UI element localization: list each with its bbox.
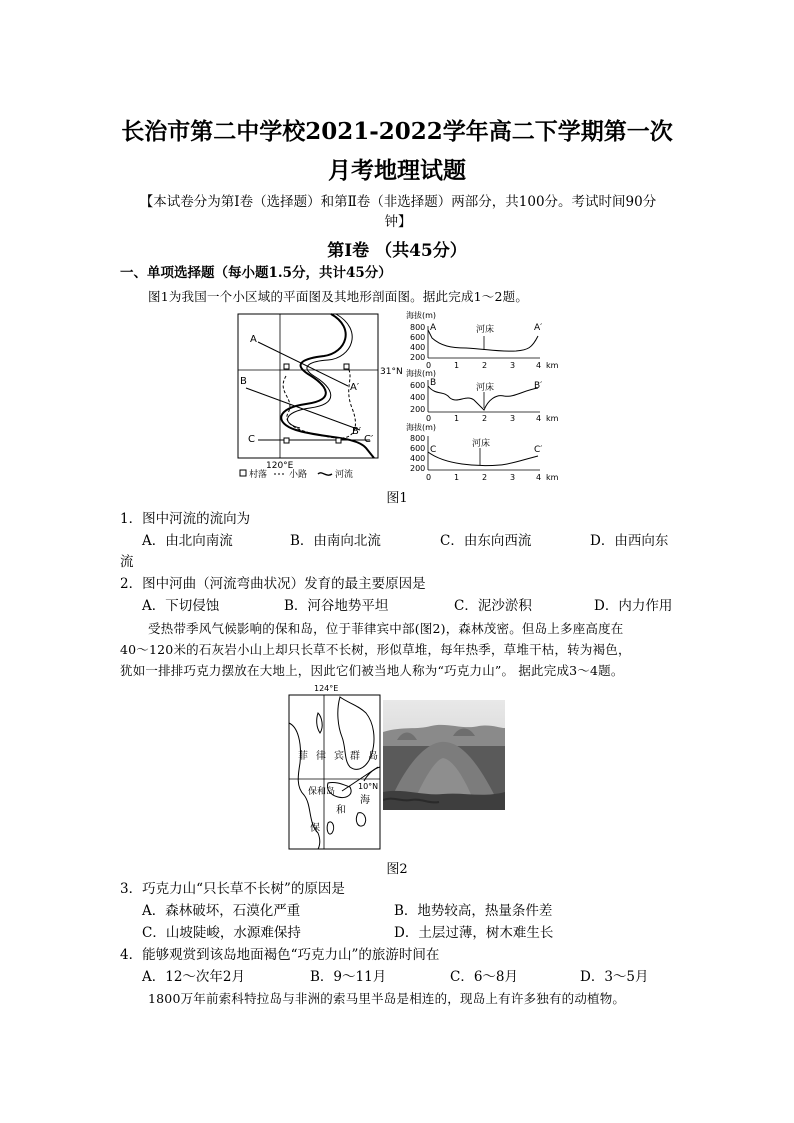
profile-a-xtick: 3 — [510, 361, 516, 370]
point-a-label: A — [250, 334, 257, 345]
q3-stem: 3．巧克力山“只长草不长树”的原因是 — [120, 881, 345, 897]
passage3-line1: 1800万年前索科特拉岛与非洲的索马里半岛是相连的，现岛上有许多独有的动植物。 — [148, 991, 626, 1006]
profile-a-right: A′ — [534, 323, 543, 333]
river-bank — [288, 314, 353, 428]
exam-note-line1: 【本试卷分为第Ⅰ卷（选择题）和第Ⅱ卷（非选择题）两部分，共100分。考试时间90分 — [139, 194, 657, 210]
fig2-island-label: 保和岛 — [308, 787, 336, 797]
fig2-bao-label: 保 — [310, 823, 320, 834]
profile-b-xtick: 2 — [482, 414, 488, 423]
fig2-label-fei: 菲 — [298, 751, 308, 762]
fig2-label-bin: 宾 — [334, 751, 344, 762]
section-heading: 第Ⅰ卷 （共45分） — [327, 241, 467, 261]
profile-c-xtick: 0 — [426, 473, 432, 482]
legend-village-icon — [240, 470, 246, 476]
profile-a-ylabel: 海拔(m) — [406, 311, 437, 320]
passage2-line2: 40～120米的石灰岩小山上却只长草不长树，形似草堆，每年热季，草堆干枯，转为褐色， — [120, 642, 631, 657]
profile-a-xtick: 4 — [536, 361, 542, 370]
profile-c-xtick: 2 — [482, 473, 488, 482]
profile-b-right: B′ — [534, 381, 543, 391]
profile-c-xunit: km — [546, 473, 559, 482]
intro-text-1: 图1为我国一个小区域的平面图及其地形剖面图。据此完成1～2题。 — [148, 289, 529, 304]
village-symbol — [344, 364, 349, 369]
village-symbol — [336, 438, 341, 443]
point-c2-label: C′ — [364, 434, 374, 445]
latitude-label: 31°N — [380, 367, 403, 377]
q2-option-c: C．泥沙淤积 — [454, 598, 532, 614]
exam-note — [120, 192, 676, 232]
profile-b — [406, 368, 559, 423]
profile-b-riverbed: 河床 — [476, 383, 495, 393]
legend-road-label: 小路 — [289, 470, 308, 480]
point-c-label: C — [248, 434, 255, 445]
profile-b-xtick: 1 — [454, 414, 460, 423]
chocolate-hills-photo — [383, 700, 505, 810]
fig2-label-dao: 岛 — [368, 751, 378, 762]
q4-option-c: C．6～8月 — [450, 969, 519, 985]
legend-river-icon — [318, 473, 332, 475]
q2-option-a: A．下切侵蚀 — [142, 598, 220, 614]
point-a2-label: A′ — [350, 382, 360, 393]
profile-a-xunit: km — [546, 361, 559, 370]
profile-b-left: B — [430, 378, 437, 388]
profile-a-ytick: 800 — [410, 323, 426, 332]
profile-a-left: A — [430, 323, 437, 333]
profile-c-xtick: 3 — [510, 473, 516, 482]
profile-b-xtick: 3 — [510, 414, 516, 423]
figure-2-map — [288, 683, 384, 851]
passage2-line3: 犹如一排排巧克力摆放在大地上，因此它们被当地人称为“巧克力山”。 据此完成3～4题。 — [120, 663, 624, 678]
fig2-latitude-label: 10°N — [358, 782, 379, 791]
fig2-he-label: 和 — [336, 805, 346, 816]
point-b2-label: B′ — [352, 426, 362, 437]
passage2-line1: 受热带季风气候影响的保和岛，位于菲律宾中部(图2)，森林茂密。但岛上多座高度在 — [148, 621, 624, 636]
profile-line-aa — [258, 342, 348, 386]
profile-a-xtick: 1 — [454, 361, 460, 370]
fig2-longitude-label: 124°E — [314, 684, 339, 693]
profile-b-xtick: 4 — [536, 414, 542, 423]
q1-option-a: A．由北向南流 — [142, 533, 233, 549]
profile-c-ytick: 600 — [410, 444, 426, 453]
profile-a-xtick: 0 — [426, 361, 432, 370]
profile-a-xtick: 2 — [482, 361, 488, 370]
exam-title-line2: 月考地理试题 — [328, 157, 466, 184]
longitude-label: 120°E — [266, 461, 294, 471]
q1-option-c: C．由东向西流 — [440, 533, 532, 549]
q1-option-d-wrap: 流 — [120, 554, 134, 570]
legend-river-label: 河流 — [335, 470, 354, 480]
profile-c-xtick: 4 — [536, 473, 542, 482]
figure-1-caption: 图1 — [386, 491, 408, 506]
q1-option-b: B．由南向北流 — [290, 533, 381, 549]
q3-option-c: C．山坡陡峻，水源难保持 — [142, 925, 301, 941]
profile-b-ytick: 600 — [410, 381, 426, 390]
profile-c-right: C′ — [534, 445, 543, 455]
q3-option-a: A．森林破坏，石漠化严重 — [142, 903, 301, 919]
figure-1 — [236, 308, 566, 483]
road-path — [283, 368, 355, 438]
profile-b-ytick: 200 — [410, 405, 426, 414]
fig2-label-lv: 律 — [316, 751, 326, 762]
q2-stem: 2．图中河曲（河流弯曲状况）发育的最主要原因是 — [120, 576, 426, 592]
q3-option-b: B．地势较高，热量条件差 — [394, 903, 553, 919]
village-symbol — [284, 438, 289, 443]
q1-option-d: D．由西向东 — [590, 533, 669, 549]
profile-c-xtick: 1 — [454, 473, 460, 482]
profile-a-ytick: 600 — [410, 333, 426, 342]
legend-village-label: 村落 — [249, 470, 268, 480]
exam-title-line1: 长治市第二中学校2021-2022学年高二下学期第一次 — [121, 118, 673, 145]
profile-a-riverbed: 河床 — [476, 325, 495, 335]
profile-c-left: C — [430, 445, 437, 455]
profile-b-xunit: km — [546, 414, 559, 423]
profile-a-ytick: 200 — [410, 353, 426, 362]
q4-option-a: A．12～次年2月 — [142, 969, 246, 985]
part-heading: 一、单项选择题（每小题1.5分，共计45分） — [120, 265, 392, 281]
profile-b-ylabel: 海拔(m) — [406, 369, 437, 378]
village-symbol — [284, 364, 289, 369]
q4-option-d: D．3～5月 — [580, 969, 649, 985]
profile-b-ytick: 400 — [410, 393, 426, 402]
fig2-label-qun: 群 — [350, 751, 360, 762]
q4-option-b: B．9～11月 — [310, 969, 387, 985]
exam-note-line2: 钟】 — [384, 214, 412, 230]
profile-b-xtick: 0 — [426, 414, 432, 423]
profile-c-ytick: 800 — [410, 434, 426, 443]
profile-line-bb — [246, 388, 360, 430]
q1-stem: 1．图中河流的流向为 — [120, 511, 251, 527]
profile-a-ytick: 400 — [410, 343, 426, 352]
fig2-sea-label: 海 — [360, 795, 370, 806]
profile-c — [406, 422, 559, 482]
q3-option-d: D．土层过薄，树木难生长 — [394, 925, 554, 941]
profile-c-ytick: 200 — [410, 464, 426, 473]
q2-option-b: B．河谷地势平坦 — [284, 598, 389, 614]
q2-option-d: D．内力作用 — [594, 598, 673, 614]
profile-c-ytick: 400 — [410, 454, 426, 463]
q4-stem: 4．能够观赏到该岛地面褐色“巧克力山”的旅游时间在 — [120, 947, 440, 963]
point-b-label: B — [240, 376, 247, 387]
profile-c-riverbed: 河床 — [472, 439, 491, 449]
figure-2-caption: 图2 — [386, 862, 408, 877]
profile-c-ylabel: 海拔(m) — [406, 423, 437, 432]
profile-a — [406, 310, 559, 370]
